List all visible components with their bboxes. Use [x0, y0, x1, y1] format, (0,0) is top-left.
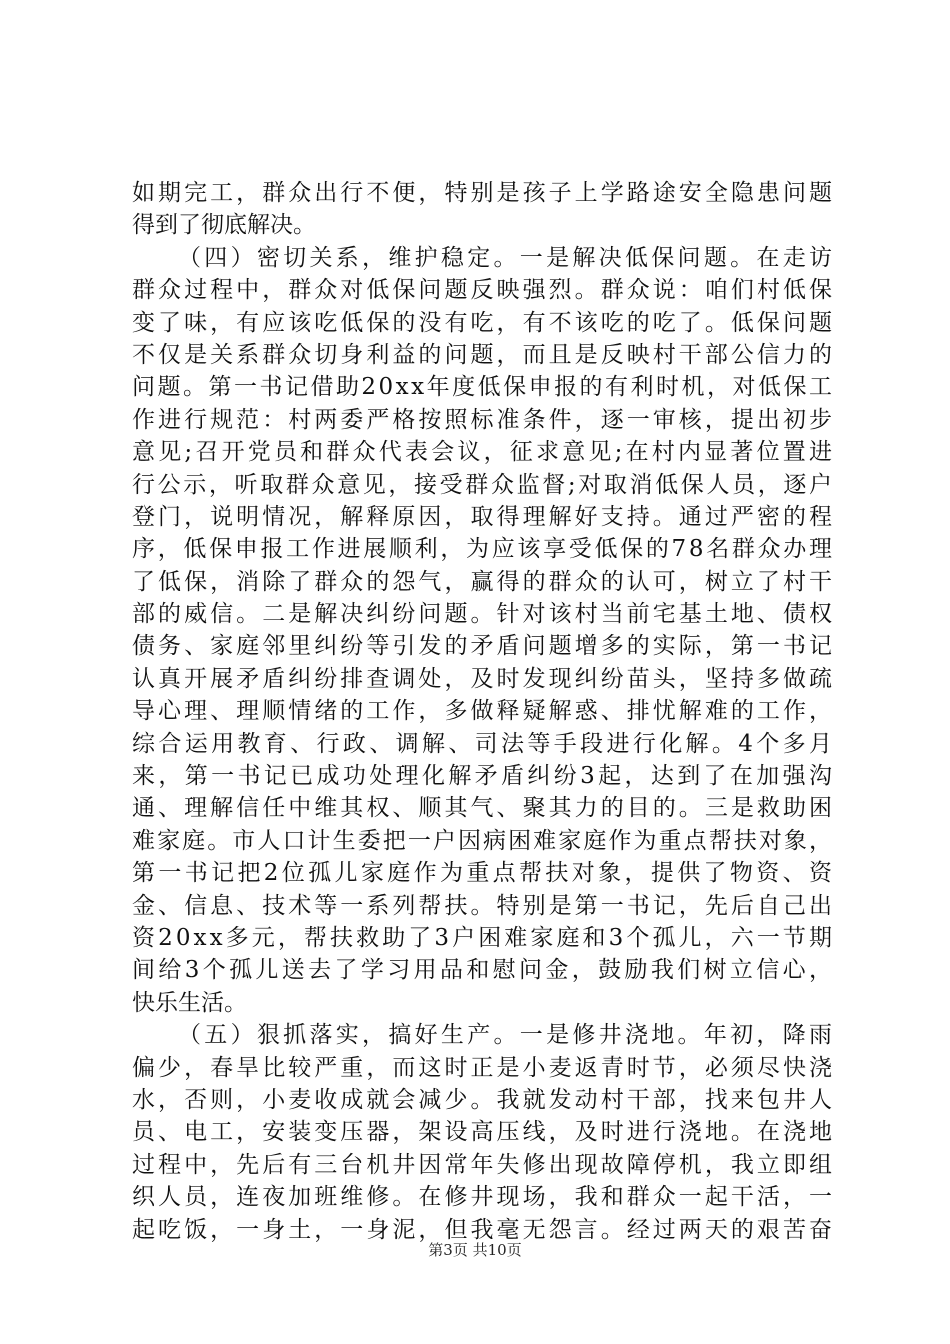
- text-line: 登门，说明情况，解释原因，取得理解好支持。通过严密的程: [132, 503, 836, 530]
- text-line: 认真开展矛盾纠纷排查调处，及时发现纠纷苗头，坚持多做疏: [132, 665, 836, 692]
- text-line: 快乐生活。: [132, 989, 247, 1016]
- text-line: 第一书记把2位孤儿家庭作为重点帮扶对象，提供了物资、资: [132, 860, 836, 887]
- text-line: 序，低保申报工作进展顺利，为应该享受低保的78名群众办理: [132, 536, 835, 563]
- text-line: 偏少，春旱比较严重，而这时正是小麦返青时节，必须尽快浇: [132, 1054, 836, 1081]
- text-line: 意见;召开党员和群众代表会议，征求意见;在村内显著位置进: [132, 439, 836, 466]
- text-line: 得到了彻底解决。: [132, 212, 316, 239]
- text-line: 来，第一书记已成功处理化解矛盾纠纷3起，达到了在加强沟: [132, 763, 836, 790]
- text-line: 作进行规范：村两委严格按照标准条件，逐一审核，提出初步: [132, 406, 836, 433]
- text-line: 员、电工，安装变压器，架设高压线，及时进行浇地。在浇地: [132, 1119, 836, 1146]
- text-line: 行公示，听取群众意见，接受群众监督;对取消低保人员，逐户: [132, 471, 835, 498]
- text-line: 群众过程中，群众对低保问题反映强烈。群众说：咱们村低保: [132, 277, 836, 304]
- text-line: 织人员，连夜加班维修。在修井现场，我和群众一起干活，一: [132, 1184, 836, 1211]
- text-line: 起吃饭，一身土，一身泥，但我毫无怨言。经过两天的艰苦奋: [132, 1216, 836, 1243]
- text-line: 如期完工，群众出行不便，特别是孩子上学路途安全隐患问题: [132, 180, 836, 206]
- text-line: 资20xx多元，帮扶救助了3户困难家庭和3个孤儿，六一节期: [132, 924, 836, 951]
- page-number-label: 第3页 共10页: [428, 1241, 522, 1259]
- text-line: 部的威信。二是解决纠纷问题。针对该村当前宅基土地、债权: [132, 601, 836, 628]
- text-line: 变了味，有应该吃低保的没有吃，有不该吃的吃了。低保问题: [132, 309, 836, 336]
- text-line: 水，否则，小麦收成就会减少。我就发动村干部，找来包井人: [132, 1086, 836, 1113]
- text-line: 问题。第一书记借助20xx年度低保申报的有利时机，对低保工: [132, 374, 835, 401]
- document-body: [132, 177, 836, 1246]
- text-line: （五）狠抓落实，搞好生产。一是修井浇地。年初，降雨: [178, 1022, 836, 1049]
- text-line: 难家庭。市人口计生委把一户因病困难家庭作为重点帮扶对象，: [132, 827, 835, 854]
- text-line: 综合运用教育、行政、调解、司法等手段进行化解。4个多月: [132, 730, 836, 757]
- text-line: 通、理解信任中维其权、顺其气、聚其力的目的。三是救助困: [132, 795, 836, 822]
- text-line: 债务、家庭邻里纠纷等引发的矛盾问题增多的实际，第一书记: [132, 633, 836, 660]
- text-line: （四）密切关系，维护稳定。一是解决低保问题。在走访: [178, 244, 836, 271]
- text-line: 间给3个孤儿送去了学习用品和慰问金，鼓励我们树立信心，: [132, 957, 836, 984]
- text-line: 导心理、理顺情绪的工作，多做释疑解惑、排忧解难的工作，: [132, 698, 836, 725]
- page-footer: [0, 1240, 950, 1260]
- text-line: 不仅是关系群众切身利益的问题，而且是反映村干部公信力的: [132, 341, 836, 368]
- text-line: 过程中，先后有三台机井因常年失修出现故障停机，我立即组: [132, 1151, 836, 1178]
- text-line: 了低保，消除了群众的怨气，赢得的群众的认可，树立了村干: [132, 568, 836, 595]
- text-line: 金、信息、技术等一系列帮扶。特别是第一书记，先后自己出: [132, 892, 836, 919]
